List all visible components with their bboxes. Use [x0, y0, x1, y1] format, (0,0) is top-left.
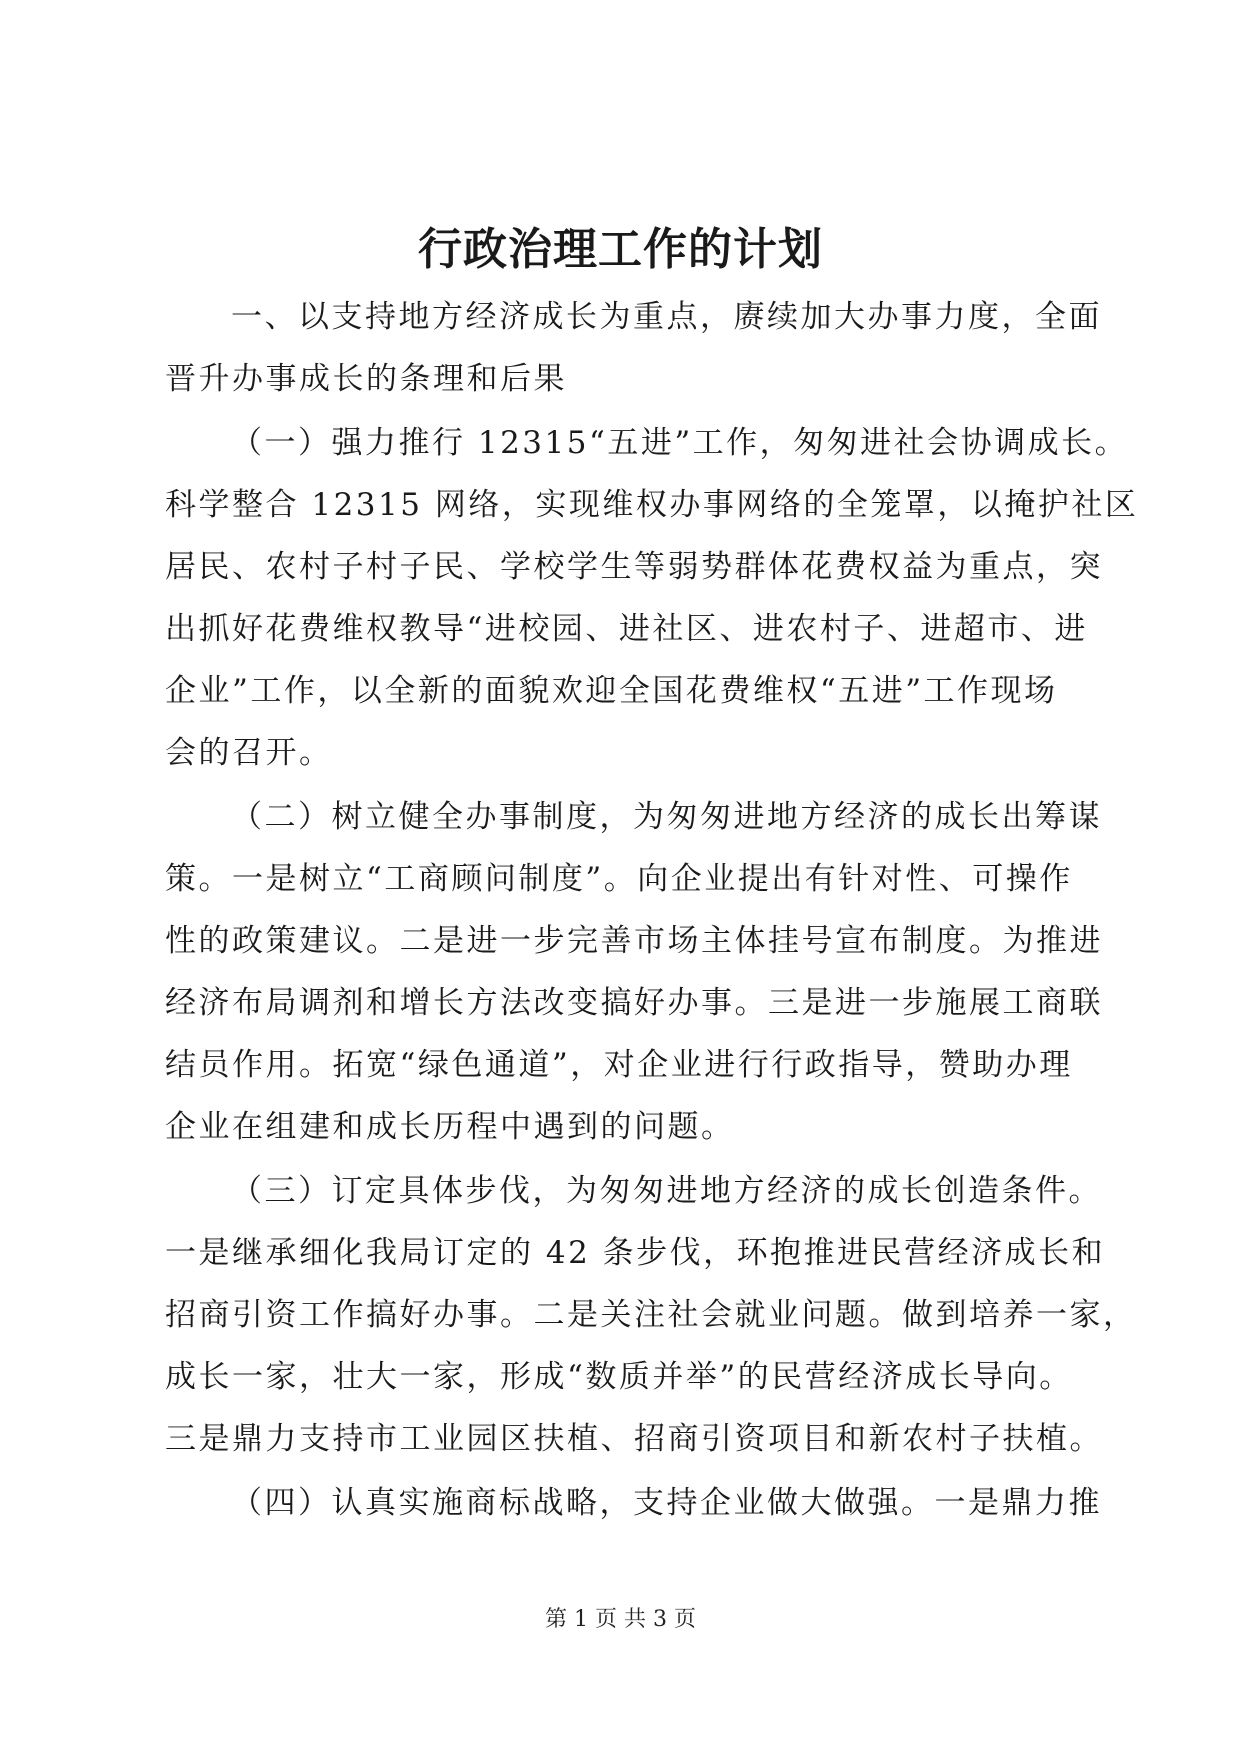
paragraph-line: 策。一是树立“工商顾问制度”。向企业提出有针对性、可操作 — [165, 861, 1073, 897]
paragraph-line: （一）强力推行 12315“五进”工作，匆匆进社会协调成长。 — [231, 425, 1129, 461]
paragraph-line: 晋升办事成长的条理和后果 — [165, 361, 567, 397]
paragraph-line: 企业”工作，以全新的面貌欢迎全国花费维权“五进”工作现场 — [165, 673, 1058, 709]
page-number: 第 1 页 共 3 页 — [545, 1607, 696, 1632]
paragraph-line: （二）树立健全办事制度，为匆匆进地方经济的成长出筹谋 — [231, 799, 1102, 835]
paragraph-line: 企业在组建和成长历程中遇到的问题。 — [165, 1109, 735, 1145]
paragraph-line: 性的政策建议。二是进一步完善市场主体挂号宣布制度。为推进 — [165, 923, 1103, 959]
document-body — [165, 286, 1139, 1534]
paragraph-line: 一、以支持地方经济成长为重点，赓续加大办事力度，全面 — [231, 299, 1102, 335]
paragraph-line: 经济布局调剂和增长方法改变搞好办事。三是进一步施展工商联 — [165, 985, 1103, 1021]
paragraph-line: （四）认真实施商标战略，支持企业做大做强。一是鼎力推 — [231, 1485, 1102, 1521]
paragraph-line: 出抓好花费维权教导“进校园、进社区、进农村子、进超市、进 — [165, 611, 1088, 647]
paragraph-line: 居民、农村子村子民、学校学生等弱势群体花费权益为重点，突 — [165, 549, 1103, 585]
paragraph-line: 会的召开。 — [165, 735, 333, 771]
paragraph-line: （三）订定具体步伐，为匆匆进地方经济的成长创造条件。 — [231, 1173, 1102, 1209]
paragraph-line: 成长一家，壮大一家，形成“数质并举”的民营经济成长导向。 — [165, 1359, 1073, 1395]
paragraph-line: 三是鼎力支持市工业园区扶植、招商引资项目和新农村子扶植。 — [165, 1421, 1103, 1457]
paragraph-line: 科学整合 12315 网络，实现维权办事网络的全笼罩，以掩护社区 — [165, 487, 1139, 523]
document-title: 行政治理工作的计划 — [418, 224, 823, 275]
paragraph-line: 招商引资工作搞好办事。二是关注社会就业问题。做到培养一家， — [165, 1297, 1137, 1333]
paragraph-line: 一是继承细化我局订定的 42 条步伐，环抱推进民营经济成长和 — [165, 1235, 1106, 1271]
paragraph-line: 结员作用。拓宽“绿色通道”，对企业进行行政指导，赞助办理 — [165, 1047, 1073, 1083]
